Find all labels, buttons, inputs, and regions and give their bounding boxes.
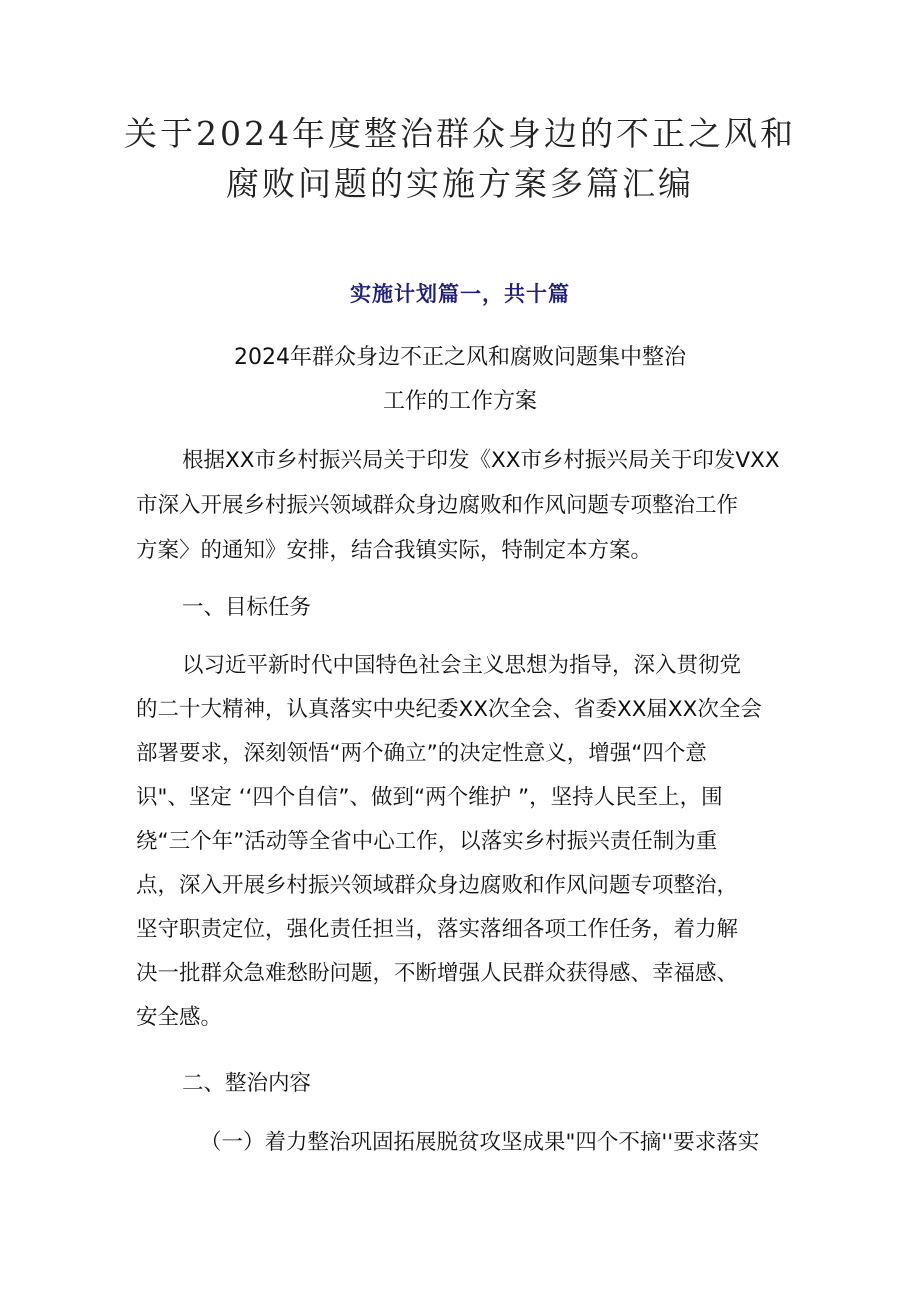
paragraph-2-line: 坚守职责定位，强化责任担当，落实落细各项工作任务，着力解 (136, 917, 739, 942)
paragraph-2-line: 以习近平新时代中国特色社会主义思想为指导，深入贯彻党 (182, 653, 742, 678)
section-label: 实施计划篇一，共十篇 (350, 282, 570, 306)
paragraph-2-line: 点，深入开展乡村振兴领域群众身边腐败和作风问题专项整治， (136, 873, 739, 898)
paragraph-2-line: 识"、坚定 ‘‘四个自信”、做到“两个维护 ”，坚持人民至上，围 (136, 785, 723, 810)
paragraph-2-line: 部署要求，深刻领悟“两个确立”的决定性意义，增强“四个意 (136, 741, 707, 766)
paragraph-1-line: 根据XX市乡村振兴局关于印发《XX市乡村振兴局关于印发VXX (182, 448, 780, 473)
paragraph-2-line: 安全感。 (136, 1005, 223, 1030)
paragraph-2-line: 绕“三个年”活动等全省中心工作，以落实乡村振兴责任制为重 (136, 829, 718, 854)
subheading-item-1: （一）着力整治巩固拓展脱贫攻坚成果"四个不摘''要求落实 (200, 1130, 760, 1155)
paragraph-2-line: 的二十大精神，认真落实中央纪委XX次全会、省委XX届XX次全会 (136, 697, 762, 722)
document-title-line-1: 关于2024年度整治群众身边的不正之风和 (124, 114, 796, 153)
heading-target-tasks: 一、目标任务 (182, 595, 312, 620)
paragraph-1-line: 市深入开展乡村振兴领域群众身边腐败和作风问题专项整治工作 (136, 493, 739, 518)
plan-title-line-2: 工作的工作方案 (382, 389, 537, 414)
paragraph-2-line: 决一批群众急难愁盼问题，不断增强人民群众获得感、幸福感、 (136, 961, 739, 986)
paragraph-1-line: 方案〉的通知》安排，结合我镇实际，特制定本方案。 (136, 538, 653, 563)
document-title-line-2: 腐败问题的实施方案多篇汇编 (226, 164, 694, 203)
heading-rectification-content: 二、整治内容 (182, 1071, 312, 1096)
plan-title-line-1: 2024年群众身边不正之风和腐败问题集中整治 (234, 345, 686, 370)
